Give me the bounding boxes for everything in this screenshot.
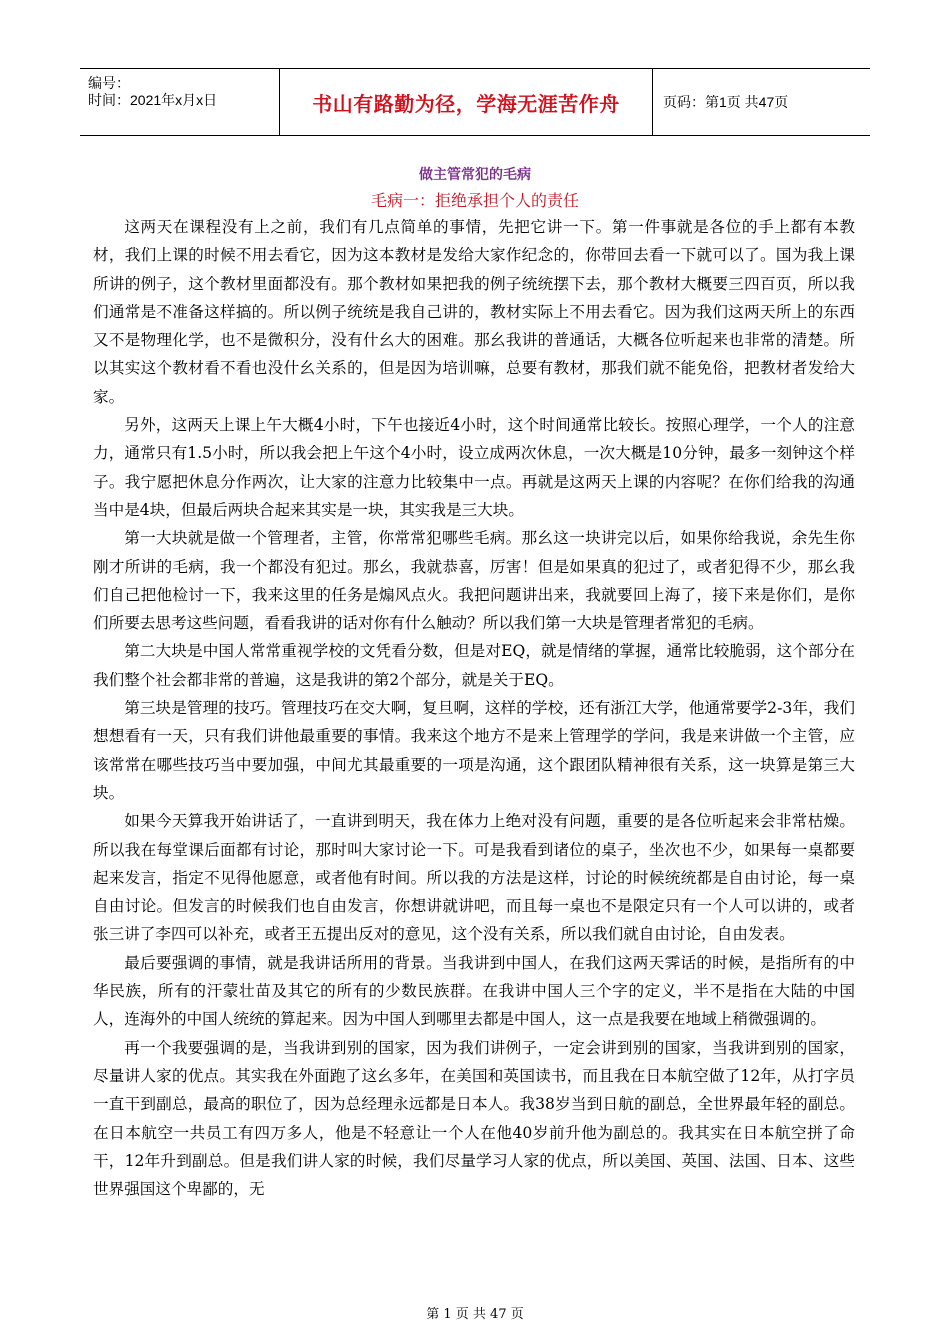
paragraph: 这两天在课程没有上之前，我们有几点简单的事情，先把它讲一下。第一件事就是各位的手上都有本教材，我们上课的时候不用去看它，因为这本教材是发给大家作纪念的，你带回去看一下就可以了。国为我上课所讲的例子，这个教材里面都没有。那个教材如果把我的例子统统摆下去，那个教材大概要三四百页，所以我们通常是不准备这样搞的。所以例子统统是我自己讲的，教材实际上不用去看它。因为我们这两天所上的东西又不是物理化学，也不是微积分，没有什幺大的困难。那幺我讲的普通话，大概各位听起来也非常的清楚。所以其实这个教材看不看也没什幺关系的，但是因为培训嘛，总要有教材，那我们就不能免俗，把教材者发给大家。 bbox=[93, 218, 855, 406]
paragraph: 最后要强调的事情，就是我讲话所用的背景。当我讲到中国人，在我们这两天霁话的时候，是指所有的中华民族，所有的汗蒙壮苗及其它的所有的少数民族群。在我讲中国人三个字的定义，半不是指在大陆的中国人，连海外的中国人统统的算起来。因为中国人到哪里去都是中国人，这一点是我要在地域上稍微强调的。 bbox=[93, 953, 855, 1029]
header-left-cell bbox=[80, 69, 280, 135]
paragraph: 如果今天算我开始讲话了，一直讲到明天，我在体力上绝对没有问题，重要的是各位听起来会非常枯燥。所以我在每堂课后面都有讨论，那时叫大家讨论一下。可是我看到诸位的桌子，坐次也不少，如果每一桌都要起来发言，指定不见得他愿意，或者他有时间。所以我的方法是这样，讨论的时候统统都是自由讨论，每一桌自由讨论。但发言的时候我们也自由发言，你想讲就讲吧，而且每一桌也不是限定只有一个人可以讲的，或者张三讲了李四可以补充，或者王五提出反对的意见，这个没有关系，所以我们就自由讨论，自由发表。 bbox=[93, 812, 855, 944]
header-page-info: 页码：第1页 共47页 bbox=[663, 94, 789, 110]
header-motto: 书山有路勤为径，学海无涯苦作舟 bbox=[280, 69, 653, 135]
paragraph: 另外，这两天上课上午大概4小时，下午也接近4小时，这个时间通常比较长。按照心理学，一个人的注意力，通常只有1.5小时，所以我会把上午这个4小时，设立成两次休息，一次大概是10分钟，最多一刻钟这个样子。我宁愿把休息分作两次，让大家的注意力比较集中一点。再就是这两天上课的内容呢？在你们给我的沟通当中是4块，但最后两块合起来其实是一块，其实我是三大块。 bbox=[93, 416, 855, 519]
date-label: 时间：2021年x月x日 bbox=[88, 92, 218, 108]
document-title: 做主管常犯的毛病 bbox=[419, 167, 531, 183]
paragraph: 第一大块就是做一个管理者，主管，你常常犯哪些毛病。那幺这一块讲完以后，如果你给我说，余先生你刚才所讲的毛病，我一个都没有犯过。那幺，我就恭喜，厉害！但是如果真的犯过了，或者犯得不少，那幺我们自己把他检讨一下，我来这里的任务是煽风点火。我把问题讲出来，我就要回上海了，接下来是你们，是你们所要去思考这些问题，看看我讲的话对你有什么触动？所以我们第一大块是管理者常犯的毛病。 bbox=[93, 529, 855, 633]
paragraph: 第三块是管理的技巧。管理技巧在交大啊，复旦啊，这样的学校，还有浙江大学，他通常要学2-3年，我们想想看有一天，只有我们讲他最重要的事情。我来这个地方不是来上管理学的学问，我是来讲做一个主管，应该常常在哪些技巧当中要加强，中间尤其最重要的一项是沟通，这个跟团队精神很有关系，这一块算是第三大块。 bbox=[93, 699, 855, 802]
page-footer: 第 1 页 共 47 页 bbox=[426, 1307, 524, 1322]
paragraph: 再一个我要强调的是，当我讲到别的国家，因为我们讲例子，一定会讲到别的国家，当我讲到别的国家，尽量讲人家的优点。其实我在外面跑了这幺多年，在美国和英国读书，而且我在日本航空做了12年，从打字员一直干到副总，最高的职位了，因为总经理永远都是日本人。我38岁当到日航的副总，全世界最年轻的副总。在日本航空一共员工有四万多人，他是不轻意让一个人在他40岁前升他为副总的。我其实在日本航空拼了命干，12年升到副总。但是我们讲人家的时候，我们尽量学习人家的优点，所以美国、英国、法国、日本、这些世界强国这个卑鄙的，无 bbox=[93, 1038, 855, 1199]
document-body bbox=[93, 213, 855, 1203]
header-table bbox=[80, 68, 870, 136]
number-label: 编号： bbox=[88, 75, 130, 91]
document-subtitle: 毛病一：拒绝承担个人的责任 bbox=[370, 191, 579, 210]
paragraph: 第二大块是中国人常常重视学校的文凭看分数，但是对EQ，就是情绪的掌握，通常比较脆弱，这个部分在我们整个社会都非常的普遍，这是我讲的第2个部分，就是关于EQ。 bbox=[93, 642, 855, 689]
